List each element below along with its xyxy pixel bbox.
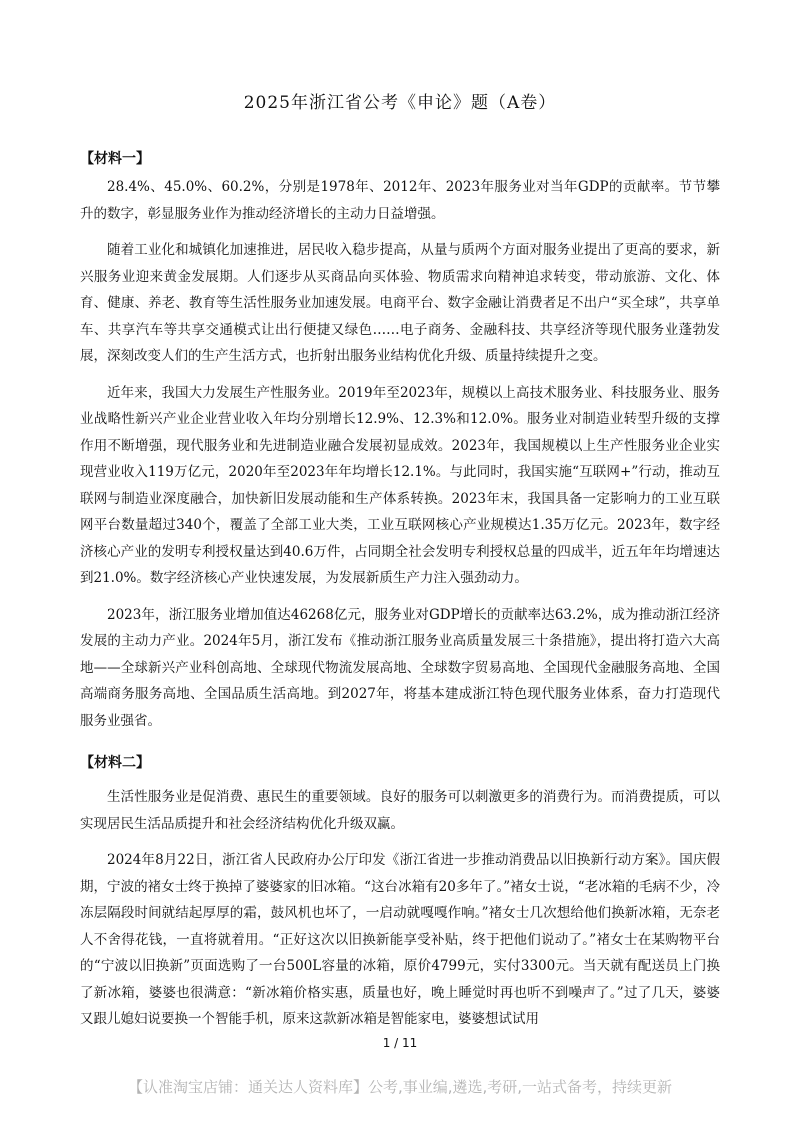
document-title: 2025年浙江省公考《申论》题（A卷） xyxy=(243,93,557,113)
material-one-paragraph: 2023年，浙江服务业增加值达46268亿元，服务业对GDP增长的贡献率达63.2%，成为推动浙江经济发展的主动力产业。2024年5月，浙江发布《推动浙江服务业高质量发展三十条措施》，提出将打造六大高地——全球新兴产业科创高地、全球现代物流发展高地、全球数字贸易高地、全国现代金融服务高地、全国高端商务服务高地、全国品质生活高地。到2027年，将基本建成浙江特色现代服务业体系，奋力打造现代服务业强省。 xyxy=(80,606,720,729)
material-one-paragraph: 随着工业化和城镇化加速推进，居民收入稳步提高，从量与质两个方面对服务业提出了更高的要求，新兴服务业迎来黄金发展期。人们逐步从买商品向买体验、物质需求向精神追求转变，带动旅游、文化、体育、健康、养老、教育等生活性服务业加速发展。电商平台、数字金融让消费者足不出户“买全球”，共享单车、共享汽车等共享交通模式让出行便捷又绿色……电子商务、金融科技、共享经济等现代服务业蓬勃发展，深刻改变人们的生产生活方式，也折射出服务业结构优化升级、质量持续提升之变。 xyxy=(80,242,720,364)
footer-watermark: 【认准淘宝店铺：通关达人资料库】公考,事业编,遴选,考研,一站式备考，持续更新 xyxy=(127,1078,673,1096)
material-one-paragraph: 28.4%、45.0%、60.2%，分别是1978年、2012年、2023年服务业对当年GDP的贡献率。节节攀升的数字，彰显服务业作为推动经济增长的主动力日益增强。 xyxy=(80,179,720,222)
material-two-section xyxy=(80,752,720,1043)
material-two-paragraph: 2024年8月22日，浙江省人民政府办公厅印发《浙江省进一步推动消费品以旧换新行动方案》。国庆假期，宁波的褚女士终于换掉了婆婆家的旧冰箱。“这台冰箱有20多年了。”褚女士说，“老冰箱的毛病不少，冷冻层隔段时间就结起厚厚的霜，鼓风机也坏了，一启动就嘎嘎作响。”褚女士几次想给他们换新冰箱，无奈老人不舍得花钱，一直将就着用。“正好这次以旧换新能享受补贴，终于把他们说动了。”褚女士在某购物平台的“宁波以旧换新”页面选购了一台500L容量的冰箱，原价4799元，实付3300元。当天就有配送员上门换了新冰箱，婆婆也很满意：“新冰箱价格实惠，质量也好，晚上睡觉时再也听不到噪声了。”过了几天，婆婆又跟儿媳妇说要换一个智能手机，原来这款新冰箱是智能家电，婆婆想试试用 xyxy=(80,852,720,1027)
material-one-heading: 【材料一】 xyxy=(80,151,150,167)
material-two-paragraph: 生活性服务业是促消费、惠民生的重要领域。良好的服务可以刺激更多的消费行为。而消费提质，可以实现居民生活品质提升和社会经济结构优化升级双赢。 xyxy=(80,789,720,832)
page-number: 1 / 11 xyxy=(382,1036,418,1050)
material-one-paragraph: 近年来，我国大力发展生产性服务业。2019年至2023年，规模以上高技术服务业、科技服务业、服务业战略性新兴产业企业营业收入年均分别增长12.9%、12.3%和12.0%。服务业对制造业转型升级的支撑作用不断增强，现代服务业和先进制造业融合发展初显成效。2023年，我国规模以上生产性服务业企业实现营业收入119万亿元，2020年至2023年年均增长12.1%。与此同时，我国实施“互联网+”行动，推动互联网与制造业深度融合，加快新旧发展动能和生产体系转换。2023年末，我国具备一定影响力的工业互联网平台数量超过340个，覆盖了全部工业大类，工业互联网核心产业规模达1.35万亿元。2023年，数字经济核心产业的发明专利授权量达到40.6万件，占同期全社会发明专利授权总量的四成半，近五年年均增速达到21.0%。数字经济核心产业快速发展，为发展新质生产力注入强劲动力。 xyxy=(80,384,720,586)
material-two-heading: 【材料二】 xyxy=(80,755,150,771)
material-one-section xyxy=(80,148,720,744)
